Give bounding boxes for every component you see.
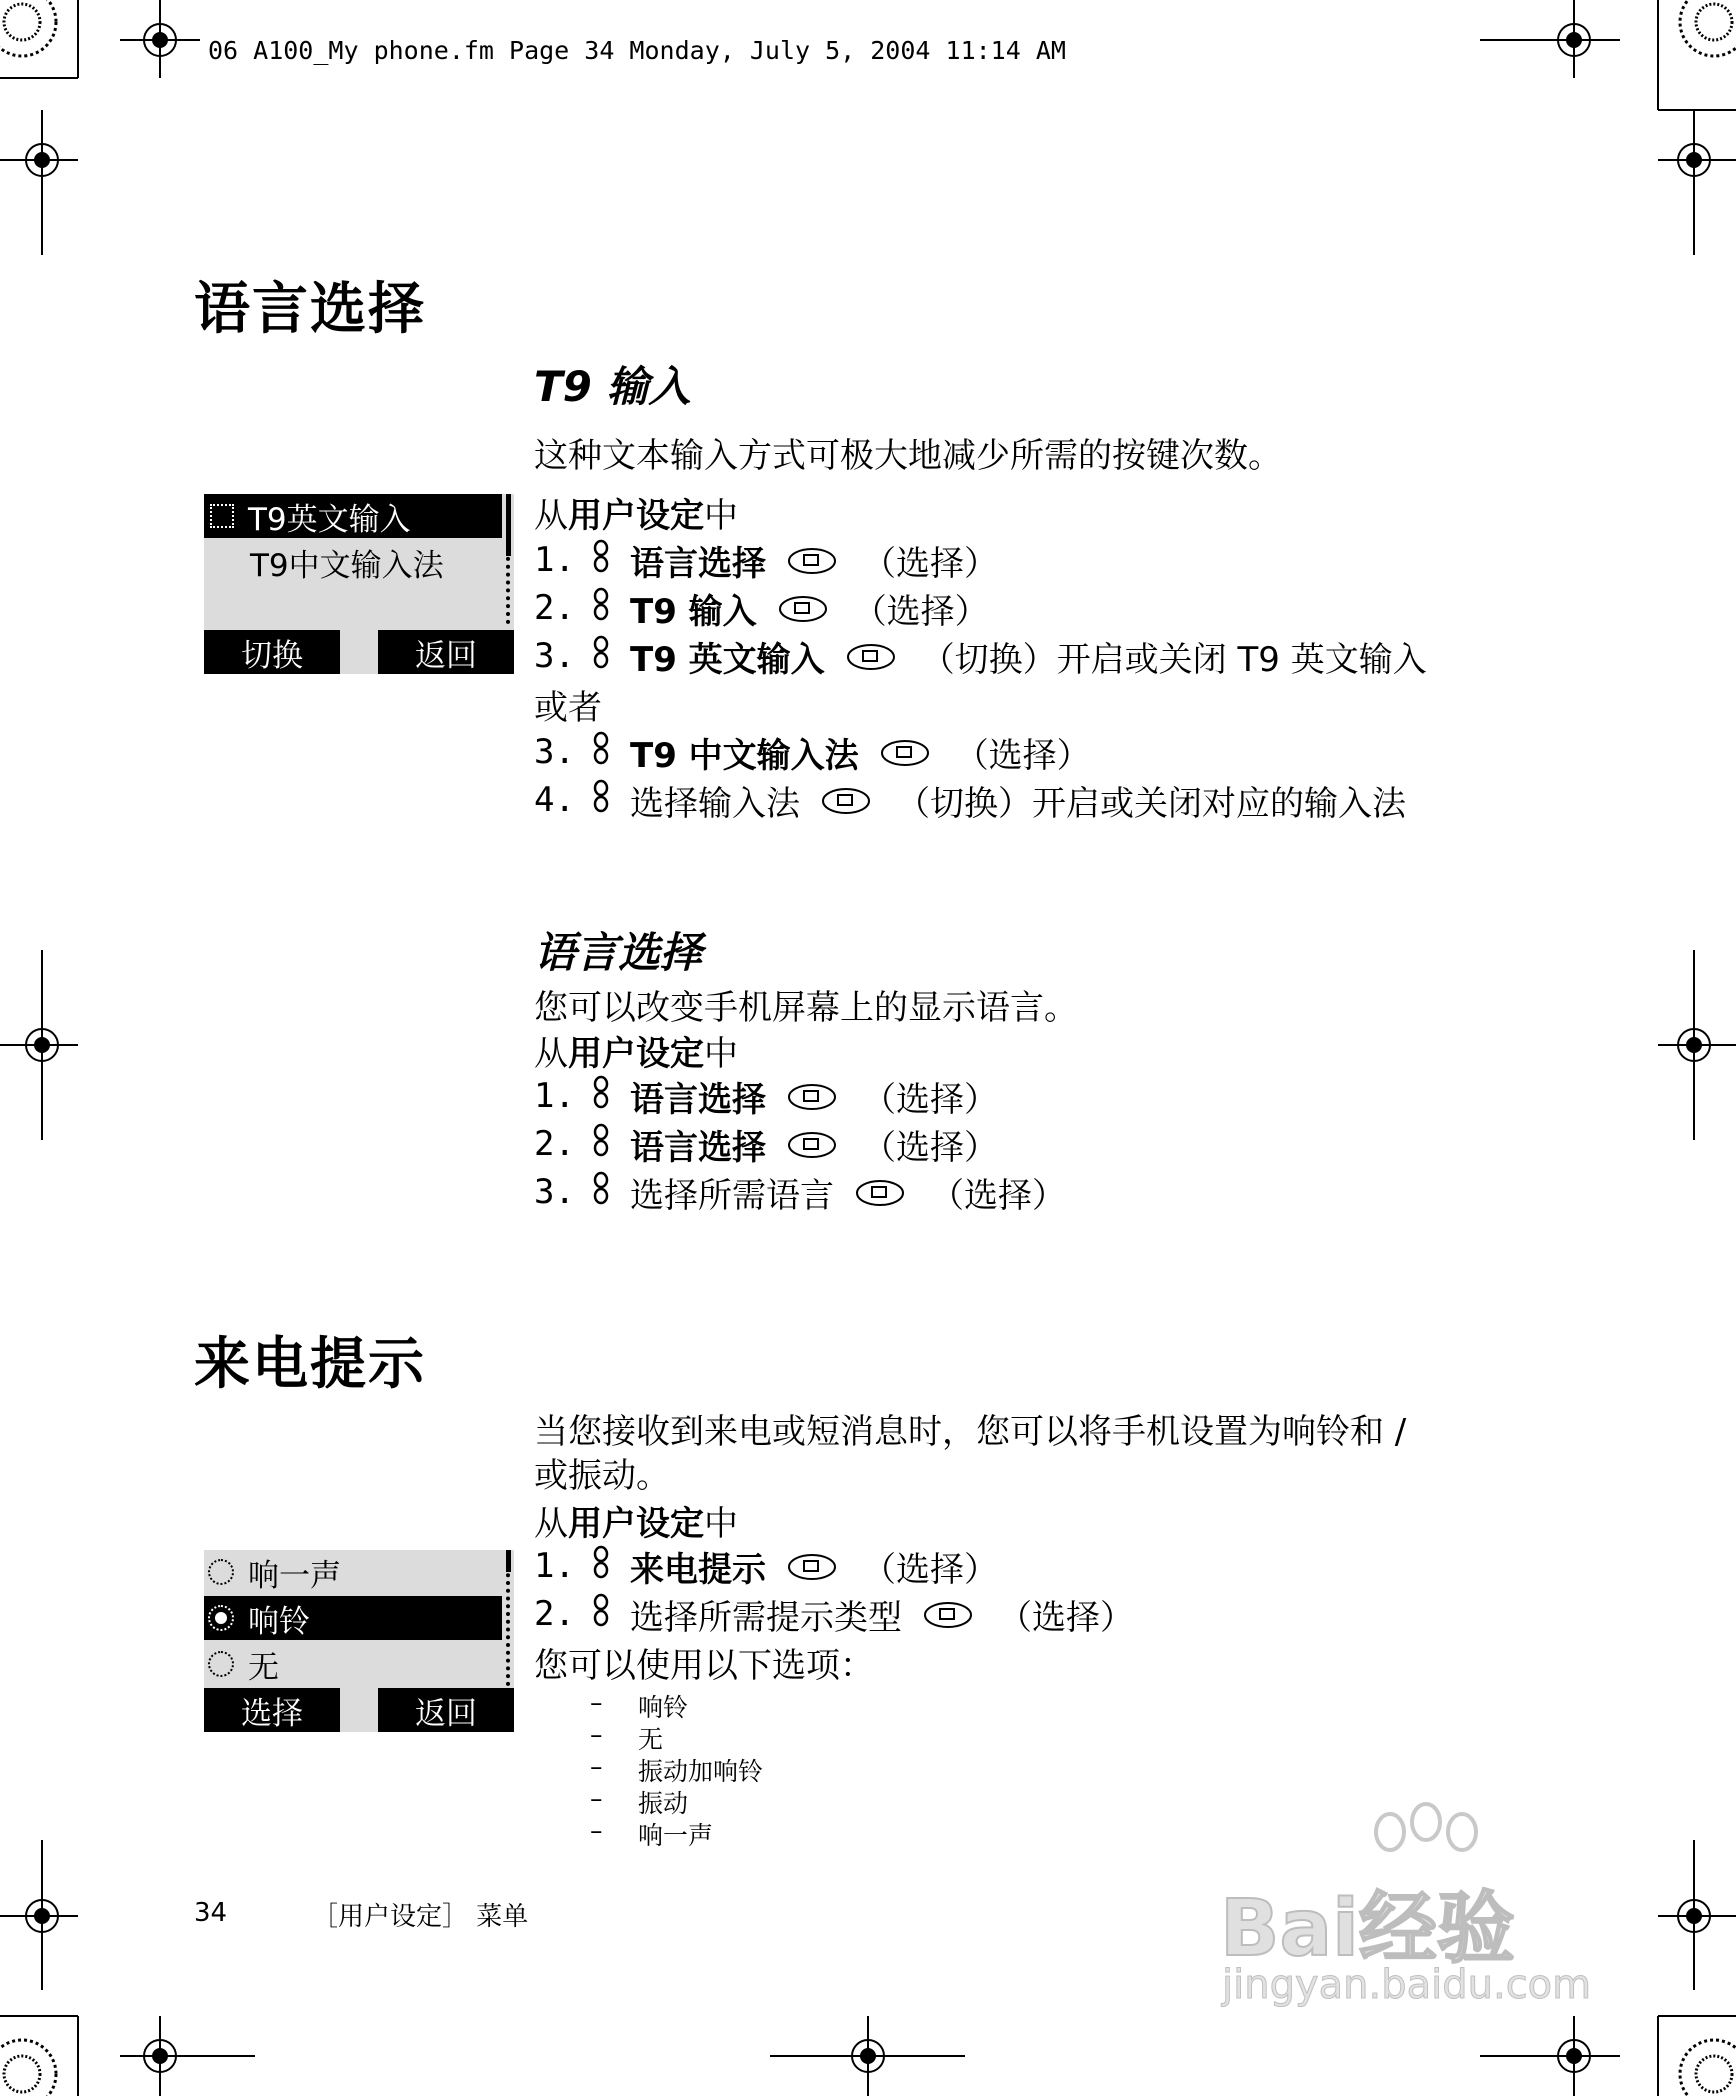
softkey-icon (854, 1177, 906, 1207)
screen-item-ring-once: 响一声 (204, 1550, 502, 1594)
list-item: – 无 (590, 1720, 664, 1754)
watermark-brand: Bai经验 (1220, 1884, 1515, 1974)
baidu-watermark (1220, 1800, 1630, 2008)
screen-item-t9-english: T9英文输入 (204, 494, 502, 538)
language-from-line: 从用户设定中 (534, 1034, 738, 1074)
alert-steps (534, 1542, 1134, 1686)
softkey-icon (777, 593, 829, 623)
softkey-right: 返回 (378, 630, 514, 674)
language-steps (534, 1072, 1066, 1216)
nav-key-icon (590, 731, 620, 774)
language-step-1: 1. 语言选择 （选择） (534, 1076, 998, 1120)
nav-key-icon (590, 635, 620, 678)
softkey-icon (786, 545, 838, 575)
list-item: – 振动加响铃 (590, 1752, 764, 1786)
softkey-left: 切换 (204, 630, 340, 674)
softkey-icon (786, 1081, 838, 1111)
subsection-title-t9: T9 输入 (534, 362, 691, 411)
softkey-icon (786, 1551, 838, 1581)
phone-screen-t9 (204, 494, 514, 674)
softkey-icon (820, 785, 872, 815)
footer-menu-label: ［用户设定］ 菜单 (312, 1902, 529, 1932)
section-title-incoming-alert: 来电提示 (194, 1332, 426, 1397)
screen-item-ring: 响铃 (204, 1596, 502, 1640)
softkey-icon (879, 737, 931, 767)
alert-from-line: 从用户设定中 (534, 1504, 738, 1544)
screen-item-none: 无 (204, 1642, 502, 1686)
t9-step-1: 1. 语言选择 （选择） (534, 540, 998, 584)
scrollbar-thumb (506, 494, 511, 556)
alert-options-list (590, 1688, 763, 1848)
nav-key-icon (590, 1075, 620, 1118)
alert-options-intro: 您可以使用以下选项： (534, 1645, 874, 1686)
alert-description-line1: 当您接收到来电或短消息时，您可以将手机设置为响铃和 / (534, 1412, 1407, 1452)
nav-key-icon (590, 1593, 620, 1636)
t9-step-3: 3. T9 英文输入 （切换） 开启或关闭 T9 英文输入 (534, 636, 1427, 680)
t9-step-3b: 3. T9 中文输入法 （选择） (534, 732, 1091, 776)
nav-key-icon (590, 587, 620, 630)
scrollbar-thumb (506, 1550, 511, 1572)
softkey-icon (786, 1129, 838, 1159)
radio-checked-icon (208, 1605, 234, 1631)
t9-from-line: 从用户设定中 (534, 496, 738, 536)
language-step-2: 2. 语言选择 （选择） (534, 1124, 998, 1168)
alert-step-2: 2. 选择所需提示类型 （选择） (534, 1594, 1134, 1638)
softkey-icon (845, 641, 897, 671)
nav-key-icon (590, 1171, 620, 1214)
t9-step-2: 2. T9 输入 （选择） (534, 588, 989, 632)
list-item: – 响一声 (590, 1816, 714, 1850)
t9-description: 这种文本输入方式可极大地减少所需的按键次数。 (534, 436, 1282, 476)
t9-step-4: 4. 选择输入法 （切换） 开启或关闭对应的输入法 (534, 780, 1406, 824)
softkey-left: 选择 (204, 1688, 340, 1732)
radio-unchecked-icon (208, 1559, 234, 1585)
list-item: – 响铃 (590, 1688, 689, 1722)
page-number: 34 (194, 1898, 228, 1928)
nav-key-icon (590, 539, 620, 582)
nav-key-icon (590, 1123, 620, 1166)
alert-step-1: 1. 来电提示 （选择） (534, 1546, 998, 1590)
softkey-right: 返回 (378, 1688, 514, 1732)
checkbox-icon (210, 504, 234, 528)
alert-description-line2: 或振动。 (534, 1456, 670, 1496)
t9-or-line: 或者 (534, 687, 602, 728)
language-description: 您可以改变手机屏幕上的显示语言。 (534, 988, 1078, 1028)
nav-key-icon (590, 1545, 620, 1588)
language-step-3: 3. 选择所需语言 （选择） (534, 1172, 1066, 1216)
screen-item-t9-chinese: T9中文输入法 (250, 547, 444, 584)
t9-steps (534, 536, 1427, 824)
softkey-icon (922, 1599, 974, 1629)
list-item: – 振动 (590, 1784, 689, 1818)
phone-screen-alert (204, 1550, 514, 1732)
nav-key-icon (590, 779, 620, 822)
watermark-url: jingyan.baidu.com (1222, 1962, 1592, 2008)
print-header: 06 A100_My phone.fm Page 34 Monday, July 5, 2004 11:14 AM (208, 36, 1066, 65)
radio-unchecked-icon (208, 1651, 234, 1677)
subsection-title-language: 语言选择 (534, 928, 703, 977)
section-title-language: 语言选择 (194, 277, 426, 342)
